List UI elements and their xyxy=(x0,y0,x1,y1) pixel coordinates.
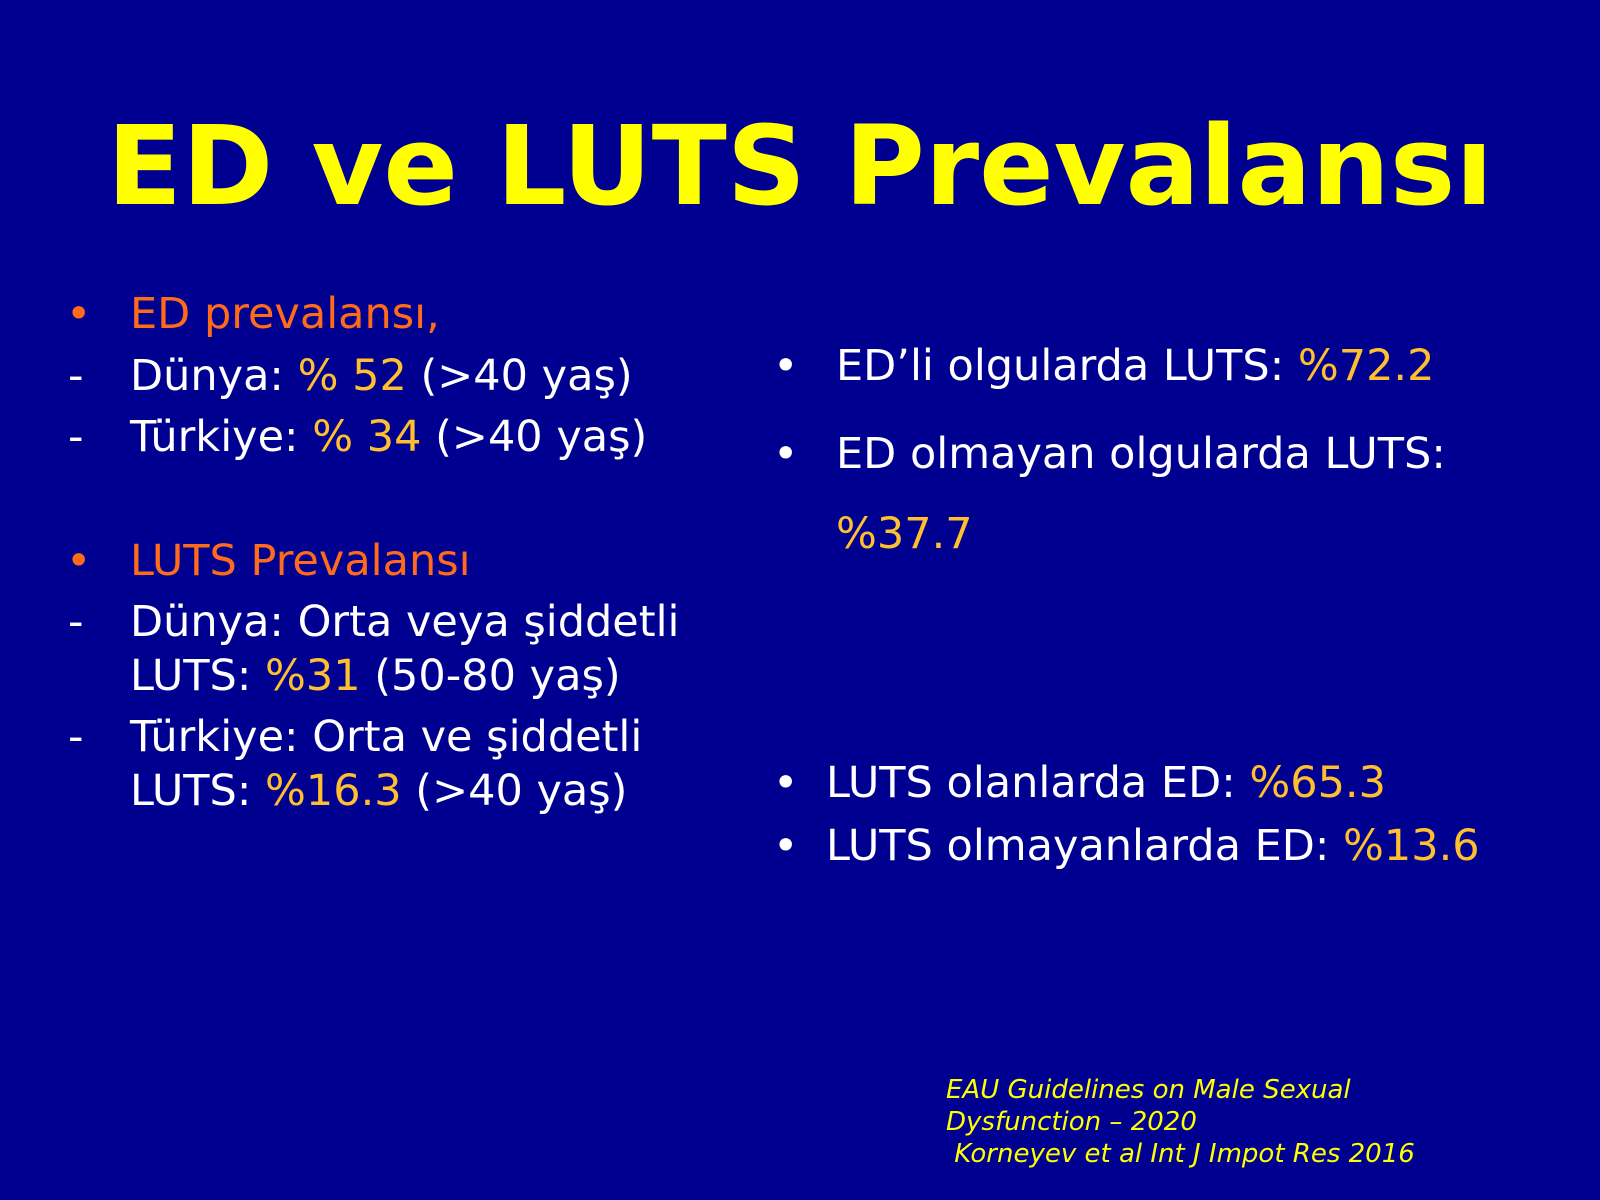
luts-world-label: LUTS: xyxy=(130,651,266,701)
dash-marker: - xyxy=(68,712,84,762)
bullet-marker: • xyxy=(773,758,799,808)
luts-world-suffix: (50-80 yaş) xyxy=(360,651,621,701)
luts-without-ed-value: %13.6 xyxy=(1343,821,1480,871)
bullet-marker: • xyxy=(773,821,799,871)
luts-turkey-value: %16.3 xyxy=(265,766,402,816)
ed-without-luts-label: ED olmayan olgularda LUTS: xyxy=(836,429,1446,479)
ed-turkey-label: Türkiye: xyxy=(130,412,313,462)
luts-turkey-line2 xyxy=(130,765,627,818)
bullet-marker: • xyxy=(773,341,799,391)
citation-line-3: Korneyev et al Int J Impot Res 2016 xyxy=(946,1139,1415,1169)
luts-turkey-suffix: (>40 yaş) xyxy=(401,766,628,816)
bullet-marker: • xyxy=(66,536,92,586)
luts-world-line2 xyxy=(130,650,621,703)
slide-title: ED ve LUTS Prevalansı xyxy=(106,102,1494,230)
ed-turkey-value: % 34 xyxy=(312,412,422,462)
ed-world-line xyxy=(130,350,633,403)
citation-line-1: EAU Guidelines on Male Sexual xyxy=(946,1075,1351,1105)
dash-marker: - xyxy=(68,412,84,462)
ed-prevalence-heading: ED prevalansı, xyxy=(130,289,440,339)
luts-with-ed-label: LUTS olanlarda ED: xyxy=(826,758,1250,808)
luts-turkey-line1: Türkiye: Orta ve şiddetli xyxy=(130,712,643,762)
citation xyxy=(946,1074,1415,1170)
luts-turkey-label: LUTS: xyxy=(130,766,266,816)
luts-with-ed-value: %65.3 xyxy=(1249,758,1386,808)
luts-world-value: %31 xyxy=(265,651,361,701)
bullet-marker: • xyxy=(773,429,799,479)
ed-with-luts-line xyxy=(836,340,1434,393)
luts-without-ed-line xyxy=(826,820,1480,873)
ed-world-suffix: (>40 yaş) xyxy=(406,351,633,401)
dash-marker: - xyxy=(68,351,84,401)
luts-prevalence-heading: LUTS Prevalansı xyxy=(130,536,471,586)
ed-turkey-suffix: (>40 yaş) xyxy=(421,412,648,462)
ed-turkey-line xyxy=(130,411,647,464)
luts-world-line1: Dünya: Orta veya şiddetli xyxy=(130,597,680,647)
bullet-marker: • xyxy=(66,289,92,339)
ed-world-label: Dünya: xyxy=(130,351,298,401)
dash-marker: - xyxy=(68,597,84,647)
ed-without-luts-value: %37.7 xyxy=(836,509,973,559)
ed-with-luts-label: ED’li olgularda LUTS: xyxy=(836,341,1298,391)
citation-line-2: Dysfunction – 2020 xyxy=(946,1107,1197,1137)
ed-world-value: % 52 xyxy=(297,351,407,401)
ed-with-luts-value: %72.2 xyxy=(1297,341,1435,391)
luts-with-ed-line xyxy=(826,757,1386,810)
luts-without-ed-label: LUTS olmayanlarda ED: xyxy=(826,821,1344,871)
